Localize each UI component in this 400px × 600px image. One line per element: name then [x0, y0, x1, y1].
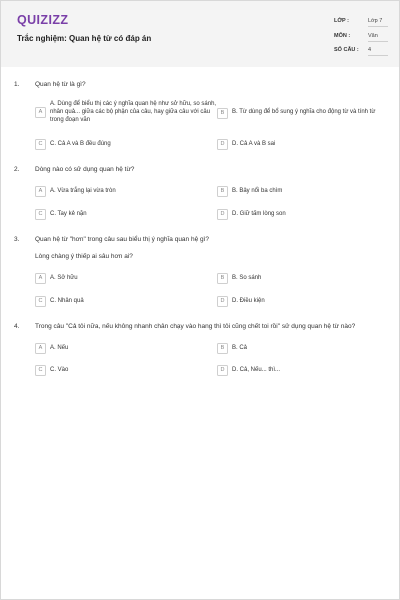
subject-row — [334, 33, 390, 45]
option-text: A. Nếu — [50, 345, 69, 351]
option-letter: D — [217, 139, 228, 150]
option-letter: A — [35, 186, 46, 197]
count-label: SỐ CÂU : — [334, 47, 359, 53]
option-text: D. Cả A và B sai — [232, 141, 276, 147]
option-text: B. Từ dùng để bổ sung ý nghĩa cho động từ và tính từ — [232, 109, 376, 115]
question-text: Trong câu "Cả tôi nữa, nếu không nhanh chân chạy vào hang thì tôi cũng chết toi rồi" sử dụng quan hệ từ nào? — [35, 323, 356, 330]
worksheet-header — [1, 1, 399, 67]
option-text: B. Cả — [232, 345, 248, 351]
quizizz-logo: QUIZIZZ — [17, 13, 69, 27]
option-text: C. Tay kẻ nặn — [50, 211, 87, 217]
option-letter: C — [35, 139, 46, 150]
option-letter: C — [35, 365, 46, 376]
question-text: Dòng nào có sử dụng quan hệ từ? — [35, 166, 135, 173]
option-text: B. Bảy nổi ba chìm — [232, 188, 283, 194]
question-number: 4. — [14, 323, 20, 330]
option-letter: B — [217, 273, 228, 284]
option-text: A. Dùng để biểu thị các ý nghĩa quan hệ như sở hữu, so sánh, nhân quả... giữa các bộ phận của câu, hay giữa câu với câu trong đoạn văn — [50, 101, 217, 123]
option-text: D. Giữ tấm lòng son — [232, 211, 286, 217]
grade-row — [334, 18, 390, 30]
option-text: C. Cả A và B đều đúng — [50, 141, 111, 147]
option-letter: C — [35, 209, 46, 220]
subject-label: MÔN : — [334, 33, 351, 39]
question-text: Quan hệ từ là gì? — [35, 81, 86, 88]
option-text: B. So sánh — [232, 275, 262, 281]
option-text: D. Cả, Nếu... thì... — [232, 367, 281, 373]
option-letter: D — [217, 296, 228, 307]
option-letter: A — [35, 343, 46, 354]
grade-label: LỚP : — [334, 18, 349, 24]
option-letter: C — [35, 296, 46, 307]
option-text: A. Vừa trắng lại vừa tròn — [50, 188, 116, 194]
worksheet-title: Trắc nghiệm: Quan hệ từ có đáp án — [17, 34, 152, 43]
option-letter: B — [217, 343, 228, 354]
question-quote: Lòng chàng ý thiếp ai sâu hơn ai? — [35, 253, 133, 260]
question-number: 2. — [14, 166, 20, 173]
option-letter: D — [217, 209, 228, 220]
option-letter: B — [217, 186, 228, 197]
question-number: 1. — [14, 81, 20, 88]
option-text: C. Vào — [50, 367, 69, 373]
option-text: A. Sở hữu — [50, 275, 78, 281]
option-text: C. Nhân quả — [50, 298, 84, 304]
count-value: 4 — [368, 47, 388, 56]
question-number: 3. — [14, 236, 20, 243]
option-text: D. Điều kiện — [232, 298, 265, 304]
option-letter: A — [35, 273, 46, 284]
grade-value: Lớp 7 — [368, 18, 388, 27]
option-letter: A — [35, 107, 46, 118]
count-row — [334, 47, 390, 59]
subject-value: Văn — [368, 33, 388, 42]
option-letter: D — [217, 365, 228, 376]
option-letter: B — [217, 108, 228, 119]
question-text: Quan hệ từ "hơn" trong câu sau biểu thị ý nghĩa quan hệ gì? — [35, 236, 210, 243]
